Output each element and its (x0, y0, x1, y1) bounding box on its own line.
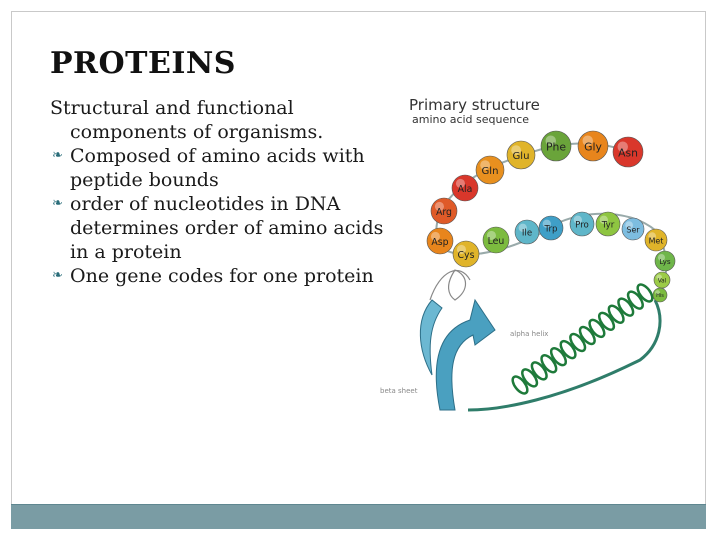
bullet-line: determines order of amino acids (70, 217, 384, 239)
amino-acid-bead (570, 212, 594, 236)
amino-acid-bead (622, 218, 644, 240)
bead-label: Ser (626, 225, 640, 235)
amino-acid-bead (476, 156, 504, 184)
helix-coil (568, 332, 588, 354)
amino-acid-bead (578, 131, 608, 161)
helix-coil (616, 296, 636, 318)
amino-acid-bead (653, 288, 667, 302)
helix-coil (587, 317, 607, 339)
bead-label: Gly (584, 140, 602, 154)
alpha-helix-label: alpha helix (510, 330, 549, 338)
helix-coil (606, 303, 626, 325)
amino-acid-bead (453, 241, 479, 267)
helix-coil (625, 289, 645, 311)
intro-line-2: components of organisms. (70, 121, 324, 143)
amino-acid-bead (515, 220, 539, 244)
bullet-item (50, 192, 430, 264)
beta-sheet-label: beta sheet (380, 387, 418, 395)
bullet-line: peptide bounds (70, 169, 219, 191)
helix-coil (510, 374, 530, 396)
figure-subtitle: amino acid sequence (412, 113, 530, 126)
bead-label: Arg (435, 206, 453, 218)
amino-acid-bead (596, 212, 620, 236)
helix-coil (558, 339, 578, 361)
loop-strand (449, 270, 466, 300)
bullet-line: One gene codes for one protein (70, 265, 374, 287)
bead-label: Asp (431, 236, 449, 248)
bead-label: Val (657, 278, 667, 285)
helix-coil (577, 325, 597, 347)
bead-label: Met (648, 236, 664, 246)
slide-title: PROTEINS (50, 46, 236, 81)
bead-label: Asn (618, 146, 638, 160)
bullet-line: Composed of amino acids with (70, 145, 365, 167)
loop-strand (430, 270, 470, 300)
bullet-line: in a protein (70, 241, 182, 263)
amino-acid-bead (452, 175, 478, 201)
bead-label: Phe (546, 140, 566, 154)
amino-acid-bead (654, 272, 670, 288)
amino-acid-bead (431, 198, 457, 224)
bead-label: Ala (457, 183, 473, 195)
amino-acid-beads (427, 131, 675, 302)
leaf-bullet-icon: ❧ (52, 196, 63, 211)
protein-structure-illustration (375, 95, 695, 435)
bead-label: Gln (481, 166, 499, 178)
alpha-helix (510, 282, 655, 396)
bead-label: Cys (457, 249, 475, 261)
figure-title: Primary structure (409, 96, 540, 114)
amino-acid-bead (427, 228, 453, 254)
amino-acid-bead (507, 141, 535, 169)
bead-label: Trp (544, 224, 558, 235)
leaf-bullet-icon: ❧ (52, 148, 63, 163)
slide-body (50, 96, 430, 288)
amino-acid-bead (613, 137, 643, 167)
bullet-line: order of nucleotides in DNA (70, 193, 341, 215)
leaf-bullet-icon: ❧ (52, 268, 63, 283)
intro-line-1: Structural and functional (50, 97, 294, 119)
helix-coil (635, 282, 655, 304)
bead-label: Leu (487, 235, 505, 247)
intro-paragraph (50, 96, 430, 144)
beta-sheet (420, 270, 495, 410)
helix-coil (529, 360, 549, 382)
amino-acid-bead (655, 251, 675, 271)
bullet-item (50, 144, 430, 192)
footer-band (11, 504, 706, 529)
amino-acid-bead (541, 131, 571, 161)
bead-label: Ile (521, 228, 533, 239)
helix-coil (539, 353, 559, 375)
bead-label: Tyr (601, 220, 615, 231)
bead-label: His (656, 293, 664, 300)
bullet-item (50, 264, 430, 288)
helix-coil (548, 346, 568, 368)
amino-acid-bead (645, 229, 667, 251)
amino-acid-bead (483, 227, 509, 253)
bead-label: Pro (575, 220, 589, 231)
beta-strand (436, 300, 495, 410)
helix-coil (596, 310, 616, 332)
amino-acid-bead (539, 216, 563, 240)
bead-label: Lys (659, 257, 671, 266)
helix-coil (520, 367, 540, 389)
bead-label: Glu (512, 151, 530, 163)
